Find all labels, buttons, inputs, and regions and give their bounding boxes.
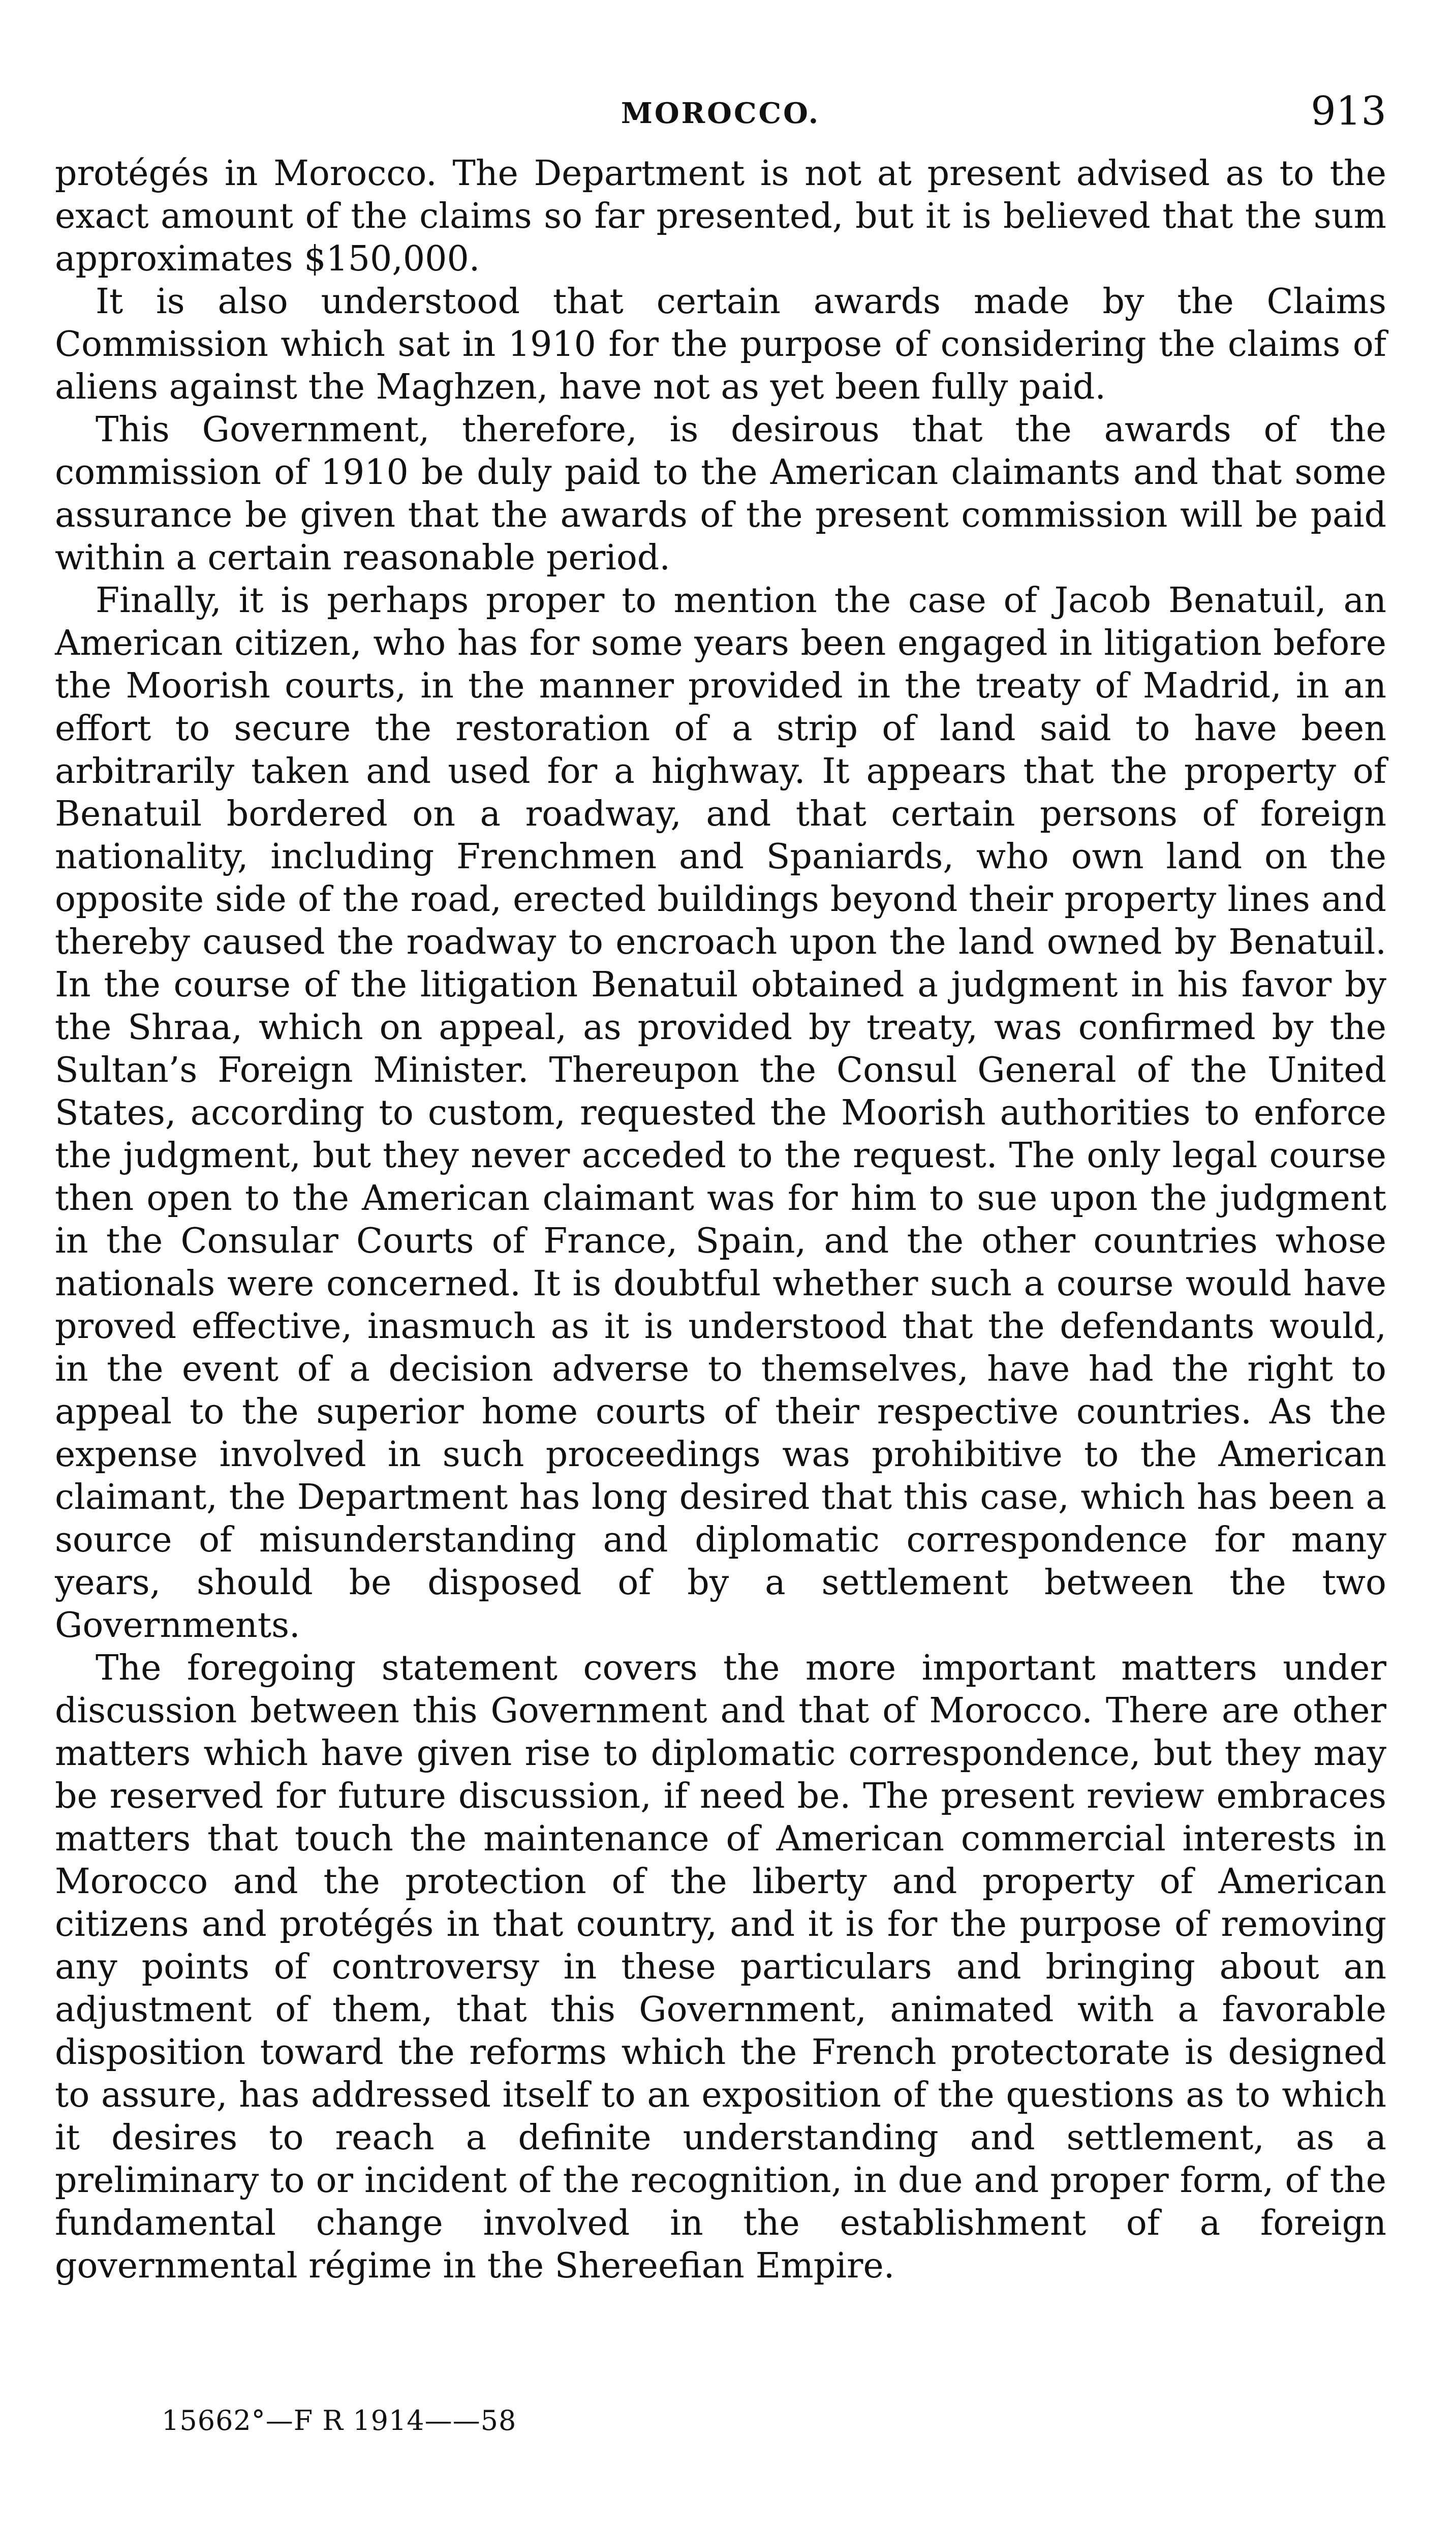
document-page — [55, 76, 1386, 2506]
paragraph-4: Finally, it is perhaps proper to mention the case of Jacob Benatuil, an American citizen, who has for some years been engaged in litigation before the Moorish courts, in the manner provided in the treaty of Madrid, in an effort to secure the restoration of a strip of land said to have been arbitrarily taken and used for a highway. It appears that the property of Benatuil bordered on a roadway, and that certain persons of foreign nationality, including Frenchmen and Spaniards, who own land on the opposite side of the road, erected buildings beyond their property lines and thereby caused the roadway to encroach upon the land owned by Benatuil. In the course of the litigation Benatuil obtained a judgment in his favor by the Shraa, which on appeal, as provided by treaty, was confirmed by the Sultan’s Foreign Minister. Thereupon the Consul General of the United States, according to custom, requested the Moorish authorities to enforce the judgment, but they never acceded to the request. The only legal course then open to the American claimant was for him to sue upon the judgment in the Consular Courts of France, Spain, and the other countries whose nationals were concerned. It is doubtful whether such a course would have proved effective, inasmuch as it is understood that the defendants would, in the event of a decision adverse to themselves, have had the right to appeal to the superior home courts of their respective countries. As the expense involved in such proceedings was prohibitive to the American claimant, the Department has long desired that this case, which has been a source of misunderstanding and diplomatic correspondence for many years, should be disposed of by a settlement between the two Governments. — [55, 581, 1386, 1646]
page-title: MOROCCO. — [621, 97, 821, 130]
body-text — [55, 153, 1386, 2288]
running-head — [55, 76, 1386, 132]
paragraph-3: This Government, therefore, is desirous that the awards of the commission of 1910 be duly paid to the American claimants and that some assurance be given that the awards of the present commission will be paid within a certain reasonable period. — [55, 410, 1386, 578]
paragraph-5: The foregoing statement covers the more important matters under discussion between this Government and that of Morocco. There are other matters which have given rise to diplomatic correspondence, but they may be reserved for future discussion, if need be. The present review embraces matters that touch the maintenance of American commercial interests in Morocco and the protection of the liberty and property of American citizens and protégés in that country, and it is for the purpose of removing any points of controversy in these particulars and bringing about an adjustment of them, that this Government, animated with a favorable disposition toward the reforms which the French protectorate is designed to assure, has addressed itself to an exposition of the questions as to which it desires to reach a definite understanding and settlement, as a preliminary to or incident of the recognition, in due and proper form, of the fundamental change involved in the establishment of a foreign governmental régime in the Shereefian Empire. — [55, 1648, 1386, 2286]
paragraph-2: It is also understood that certain awards made by the Claims Commission which sat in 1910 for the purpose of considering the claims of aliens against the Maghzen, have not as yet been fully paid. — [55, 282, 1386, 407]
paragraph-1: protégés in Morocco. The Department is not at present advised as to the exact amount of the claims so far presented, but it is believed that the sum approximates $150,000. — [55, 154, 1386, 279]
printer-signature: 15662°—F R 1914——58 — [162, 2405, 517, 2437]
page-number: 913 — [1311, 88, 1386, 134]
